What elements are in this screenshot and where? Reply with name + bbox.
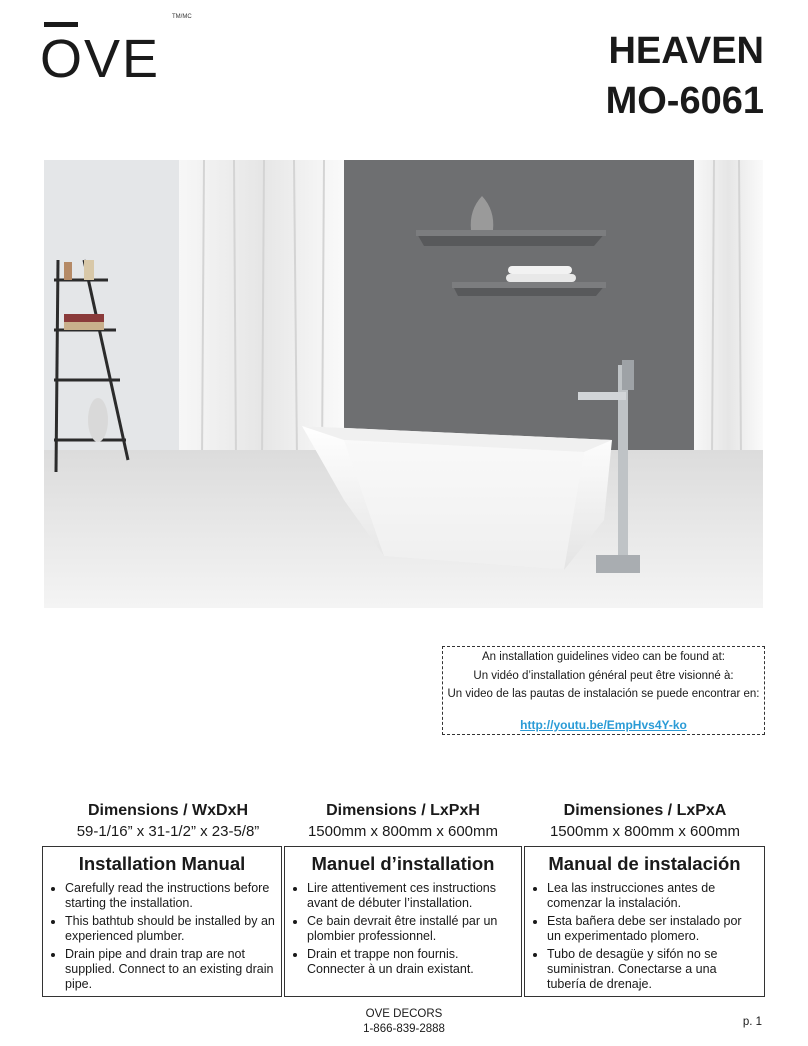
trademark-label: TM/MC (172, 14, 192, 20)
dimension-value: 1500mm x 800mm x 600mm (549, 823, 741, 840)
dimension-label: Dimensiones / LxPxA (563, 802, 727, 819)
video-line-english: An installation guidelines video can be found at: (482, 651, 725, 663)
dimensions-french (273, 802, 533, 840)
list-item: • Carefully read the instructions before starting the installation. (65, 881, 275, 911)
product-name: HEAVEN (608, 30, 764, 72)
dimension-value: 59-1/16” x 31-1/2” x 23-5/8” (76, 823, 260, 840)
list-item: • Esta bañera debe ser instalado por un experimentado plomero. (547, 914, 758, 944)
manual-title: Manuel d’installation (311, 853, 495, 874)
dimension-value: 1500mm x 800mm x 600mm (307, 823, 499, 840)
list-item: • Drain pipe and drain trap are not supplied. Connect to an existing drain pipe. (65, 947, 275, 992)
dimension-label: Dimensions / WxDxH (87, 802, 249, 819)
instruction-list (49, 881, 275, 992)
list-item: • Tubo de desagüe y sifón no se suministran. Conectarse a una tubería de drenaje. (547, 947, 758, 992)
list-item: • Lire attentivement ces instructions avant de débuter l’installation. (307, 881, 515, 911)
page-number: p. 1 (742, 1016, 762, 1028)
logo-text: OVE (40, 29, 161, 89)
dimension-label: Dimensions / LxPxH (326, 802, 480, 819)
bathroom-scene-illustration (44, 160, 763, 608)
product-photo (44, 160, 763, 608)
manual-box-english (42, 846, 282, 997)
list-item: • Ce bain devrait être installé par un plombier professionnel. (307, 914, 515, 944)
footer-company: OVE DECORS (365, 1008, 443, 1020)
instruction-list (531, 881, 758, 992)
video-line-spanish: Un video de las pautas de instalación se puede encontrar en: (447, 688, 760, 700)
video-info-box (442, 646, 765, 735)
manual-title: Manual de instalación (548, 853, 741, 874)
list-item: • Drain et trappe non fournis. Connecter à un drain existant. (307, 947, 515, 977)
manual-box-french (284, 846, 522, 997)
logo-macron (44, 22, 78, 27)
footer-phone: 1-866-839-2888 (363, 1023, 445, 1035)
list-item: • Lea las instrucciones antes de comenzar la instalación. (547, 881, 758, 911)
manual-box-spanish (524, 846, 765, 997)
list-item: • This bathtub should be installed by an experienced plumber. (65, 914, 275, 944)
instruction-list (291, 881, 515, 977)
video-line-french: Un vidéo d’installation général peut être visionné à: (473, 670, 734, 682)
dimensions-imperial (38, 802, 298, 840)
video-link[interactable]: http://youtu.be/EmpHvs4Y-ko (520, 718, 687, 732)
dimensions-spanish (515, 802, 775, 840)
brand-logo (40, 22, 190, 92)
product-model: MO-6061 (605, 80, 764, 122)
manual-title: Installation Manual (78, 853, 246, 874)
